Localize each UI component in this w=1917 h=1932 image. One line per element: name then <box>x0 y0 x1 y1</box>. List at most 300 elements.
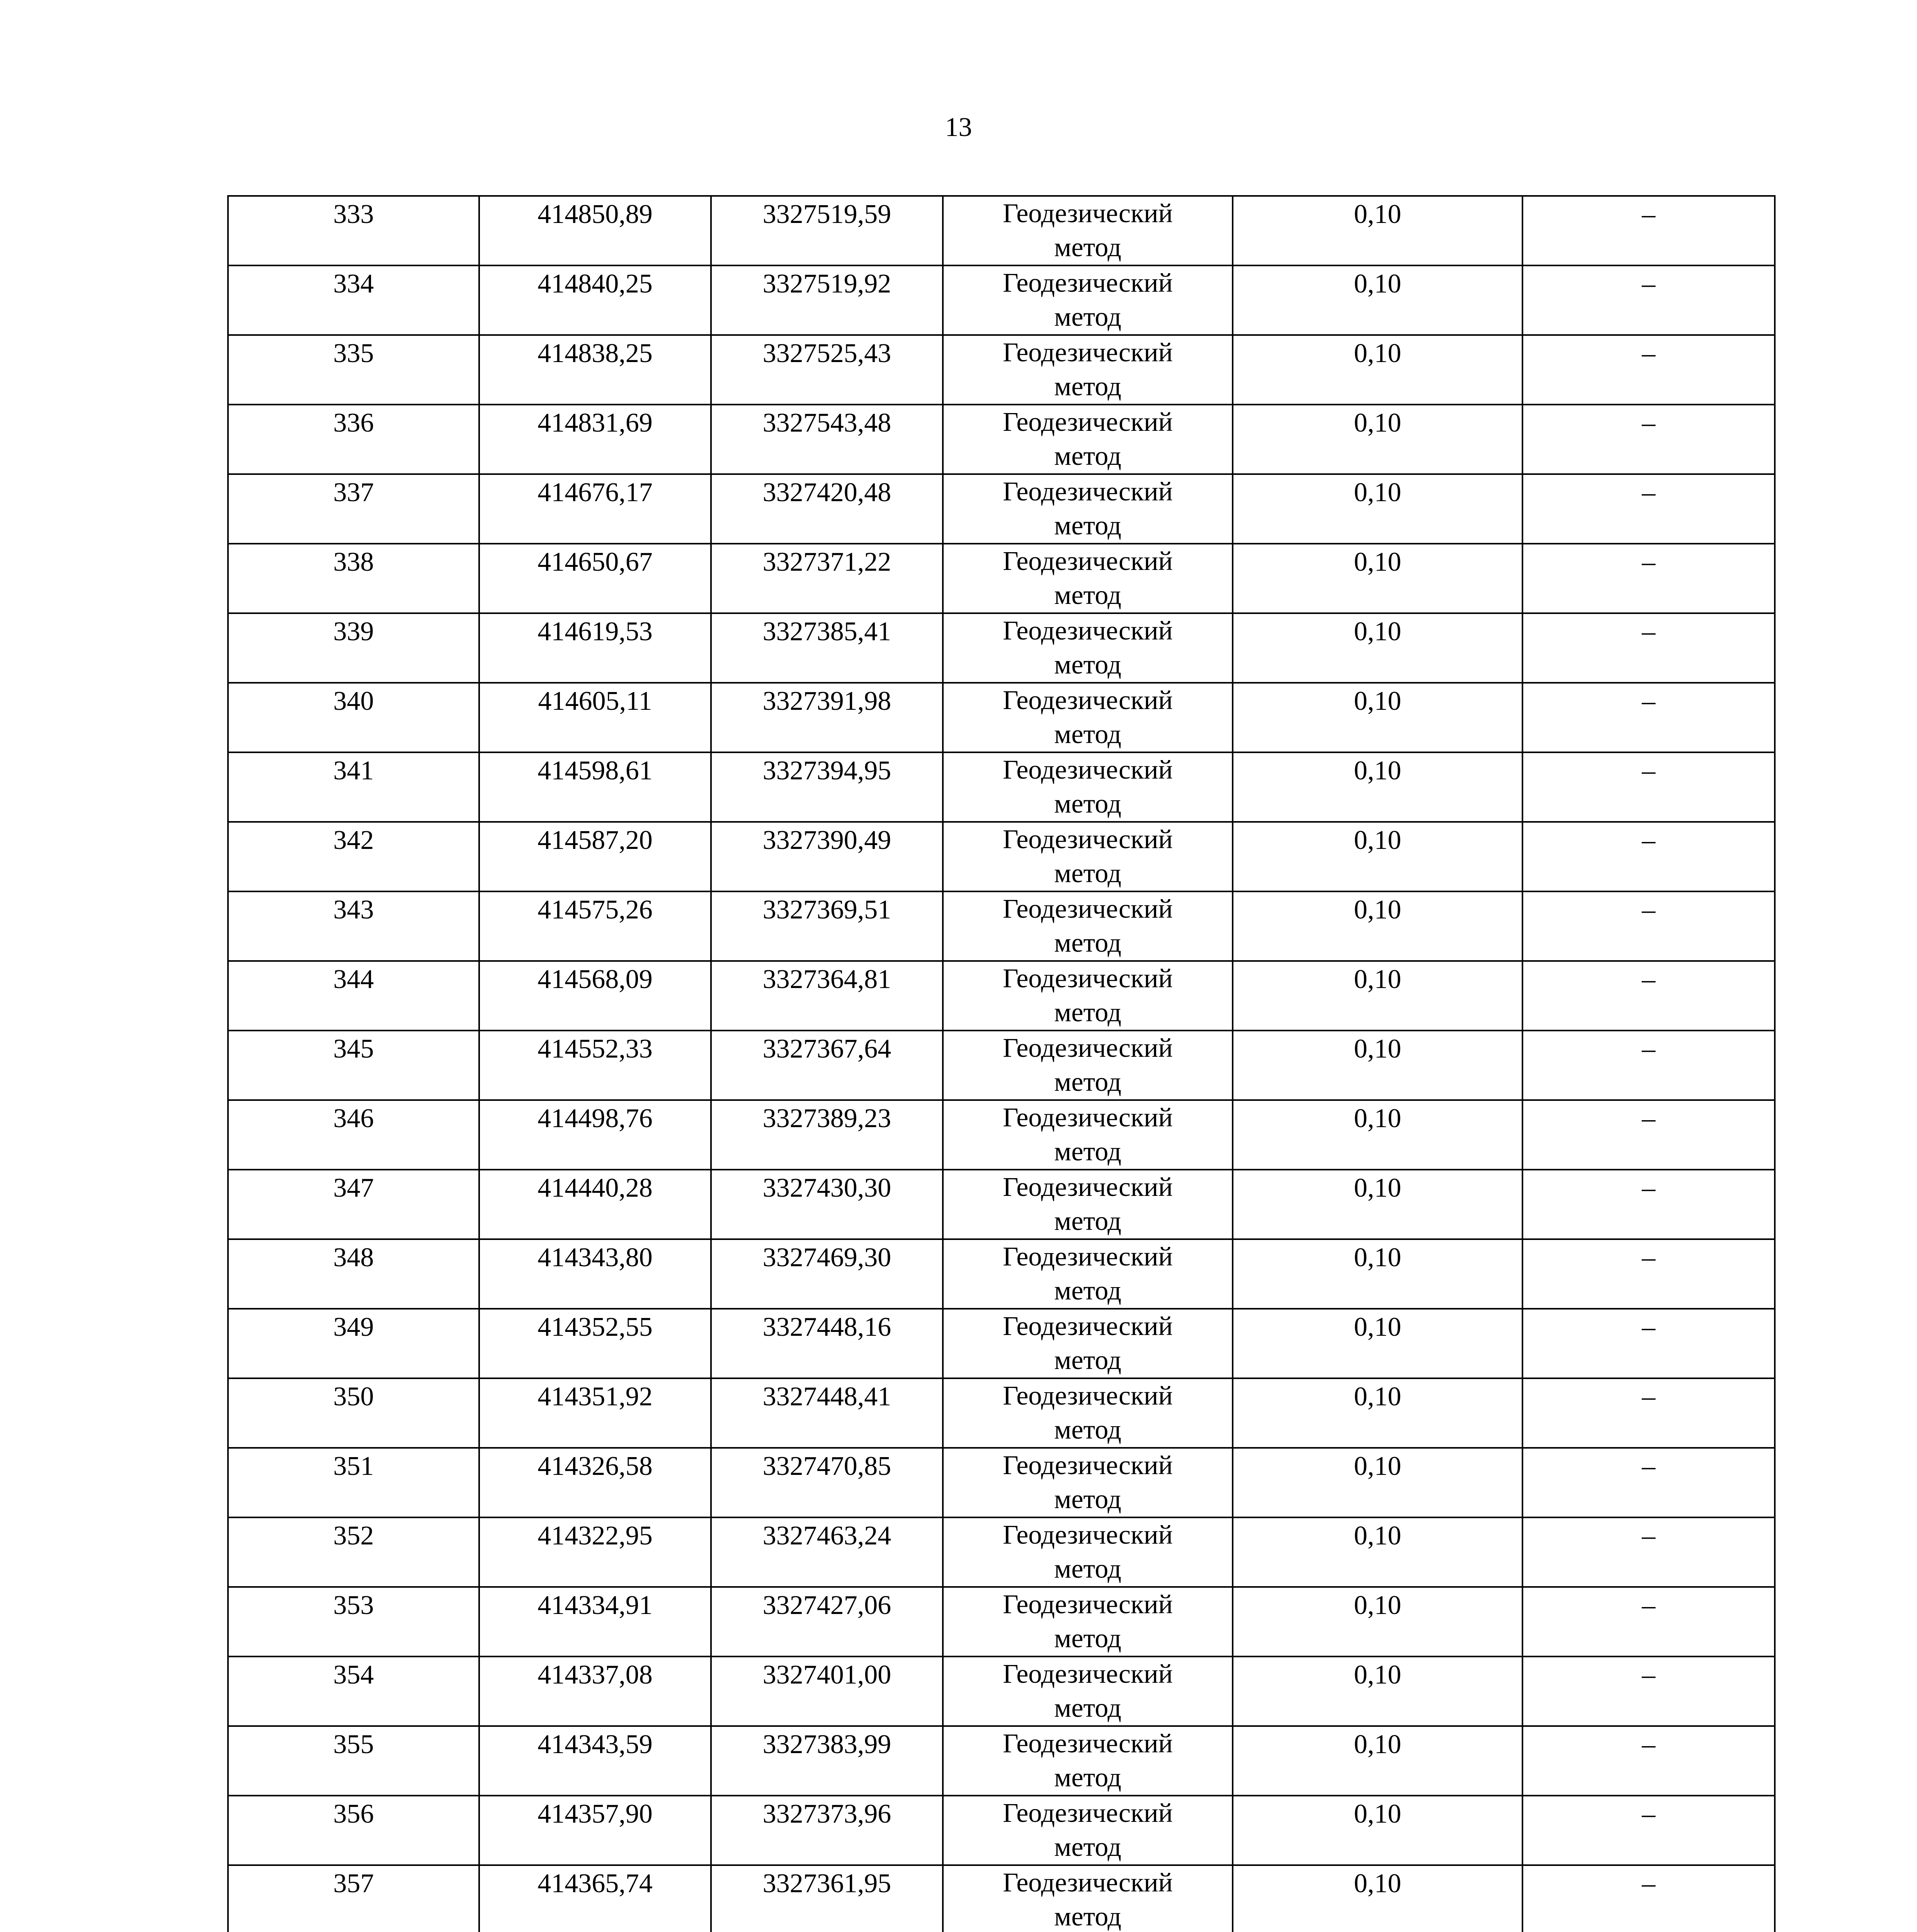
table-row <box>228 474 1775 544</box>
y-coordinate-cell <box>711 544 943 613</box>
accuracy-cell-text: 0,10 <box>1354 756 1402 786</box>
method-line-2: метод <box>1054 789 1121 819</box>
description-cell <box>1522 822 1775 891</box>
accuracy-cell-text: 0,10 <box>1354 1869 1402 1898</box>
y-coordinate-cell-text: 3327525,43 <box>762 338 891 368</box>
y-coordinate-cell-text: 3327369,51 <box>762 895 891 925</box>
method-cell <box>943 1239 1233 1309</box>
point-number-cell <box>228 683 479 752</box>
method-line-2: метод <box>1054 580 1121 610</box>
point-number-cell-text: 351 <box>333 1451 374 1481</box>
point-number-cell-text: 337 <box>333 478 374 507</box>
point-number-cell-text: 341 <box>333 756 374 786</box>
point-number-cell-text: 339 <box>333 617 374 646</box>
accuracy-cell <box>1233 1378 1522 1448</box>
method-line-2: метод <box>1054 1763 1121 1793</box>
y-coordinate-cell-text: 3327373,96 <box>762 1799 891 1829</box>
table-row <box>228 1378 1775 1448</box>
point-number-cell-text: 338 <box>333 547 374 577</box>
table-row <box>228 752 1775 822</box>
x-coordinate-cell <box>479 1448 711 1517</box>
point-number-cell <box>228 822 479 891</box>
x-coordinate-cell <box>479 335 711 405</box>
point-number-cell <box>228 1031 479 1100</box>
method-line-2: метод <box>1054 1345 1121 1375</box>
method-cell <box>943 1656 1233 1726</box>
table-row <box>228 335 1775 405</box>
x-coordinate-cell <box>479 752 711 822</box>
y-coordinate-cell-text: 3327385,41 <box>762 617 891 646</box>
x-coordinate-cell-text: 414357,90 <box>538 1799 653 1829</box>
point-number-cell <box>228 1239 479 1309</box>
point-number-cell <box>228 474 479 544</box>
point-number-cell-text: 345 <box>333 1034 374 1064</box>
point-number-cell-text: 334 <box>333 269 374 299</box>
description-cell-text: – <box>1642 1451 1655 1481</box>
accuracy-cell <box>1233 1865 1522 1932</box>
accuracy-cell <box>1233 822 1522 891</box>
x-coordinate-cell-text: 414838,25 <box>538 338 653 368</box>
description-cell-text: – <box>1642 1730 1655 1759</box>
description-cell <box>1522 891 1775 961</box>
y-coordinate-cell-text: 3327364,81 <box>762 964 891 994</box>
x-coordinate-cell-text: 414334,91 <box>538 1590 653 1620</box>
description-cell-text: – <box>1642 1312 1655 1342</box>
method-cell <box>943 1587 1233 1656</box>
method-line-1: Геодезический <box>1003 1798 1173 1828</box>
method-line-1: Геодезический <box>1003 1868 1173 1898</box>
point-number-cell <box>228 1170 479 1239</box>
point-number-cell-text: 349 <box>333 1312 374 1342</box>
table-row <box>228 1726 1775 1796</box>
accuracy-cell-text: 0,10 <box>1354 408 1402 438</box>
method-line-1: Геодезический <box>1003 199 1173 228</box>
point-number-cell-text: 350 <box>333 1382 374 1412</box>
accuracy-cell <box>1233 1100 1522 1170</box>
accuracy-cell <box>1233 335 1522 405</box>
x-coordinate-cell <box>479 1587 711 1656</box>
y-coordinate-cell <box>711 1865 943 1932</box>
method-line-2: метод <box>1054 1137 1121 1167</box>
description-cell <box>1522 1517 1775 1587</box>
accuracy-cell <box>1233 1170 1522 1239</box>
accuracy-cell-text: 0,10 <box>1354 1173 1402 1203</box>
x-coordinate-cell <box>479 1309 711 1378</box>
accuracy-cell-text: 0,10 <box>1354 1590 1402 1620</box>
y-coordinate-cell <box>711 405 943 474</box>
description-cell-text: – <box>1642 1660 1655 1690</box>
y-coordinate-cell <box>711 1656 943 1726</box>
accuracy-cell-text: 0,10 <box>1354 1521 1402 1551</box>
point-number-cell-text: 355 <box>333 1730 374 1759</box>
method-line-2: метод <box>1054 1902 1121 1932</box>
method-line-1: Геодезический <box>1003 1590 1173 1619</box>
table-row <box>228 405 1775 474</box>
x-coordinate-cell <box>479 196 711 265</box>
description-cell <box>1522 196 1775 265</box>
description-cell-text: – <box>1642 1104 1655 1133</box>
page-number: 13 <box>945 112 972 142</box>
method-line-1: Геодезический <box>1003 407 1173 437</box>
x-coordinate-cell <box>479 1517 711 1587</box>
method-line-2: метод <box>1054 372 1121 401</box>
method-cell <box>943 613 1233 683</box>
description-cell <box>1522 405 1775 474</box>
y-coordinate-cell-text: 3327469,30 <box>762 1243 891 1272</box>
point-number-cell <box>228 752 479 822</box>
method-line-1: Геодезический <box>1003 894 1173 924</box>
accuracy-cell <box>1233 1239 1522 1309</box>
y-coordinate-cell <box>711 265 943 335</box>
x-coordinate-cell-text: 414552,33 <box>538 1034 653 1064</box>
method-line-1: Геодезический <box>1003 755 1173 785</box>
x-coordinate-cell <box>479 544 711 613</box>
description-cell <box>1522 1170 1775 1239</box>
y-coordinate-cell-text: 3327420,48 <box>762 478 891 507</box>
x-coordinate-cell-text: 414840,25 <box>538 269 653 299</box>
coordinates-table <box>227 195 1776 1932</box>
method-line-2: метод <box>1054 302 1121 332</box>
point-number-cell <box>228 1796 479 1865</box>
x-coordinate-cell-text: 414831,69 <box>538 408 653 438</box>
y-coordinate-cell-text: 3327391,98 <box>762 686 891 716</box>
description-cell <box>1522 683 1775 752</box>
point-number-cell <box>228 961 479 1031</box>
table-row <box>228 1239 1775 1309</box>
description-cell-text: – <box>1642 686 1655 716</box>
y-coordinate-cell <box>711 1031 943 1100</box>
y-coordinate-cell <box>711 1517 943 1587</box>
x-coordinate-cell-text: 414326,58 <box>538 1451 653 1481</box>
x-coordinate-cell <box>479 891 711 961</box>
x-coordinate-cell-text: 414676,17 <box>538 478 653 507</box>
point-number-cell-text: 336 <box>333 408 374 438</box>
table-row <box>228 1517 1775 1587</box>
accuracy-cell-text: 0,10 <box>1354 1451 1402 1481</box>
x-coordinate-cell <box>479 683 711 752</box>
method-line-1: Геодезический <box>1003 338 1173 367</box>
point-number-cell-text: 352 <box>333 1521 374 1551</box>
x-coordinate-cell-text: 414568,09 <box>538 964 653 994</box>
point-number-cell <box>228 613 479 683</box>
x-coordinate-cell-text: 414440,28 <box>538 1173 653 1203</box>
coordinates-table-body <box>228 196 1775 1932</box>
y-coordinate-cell-text: 3327401,00 <box>762 1660 891 1690</box>
accuracy-cell-text: 0,10 <box>1354 1730 1402 1759</box>
accuracy-cell-text: 0,10 <box>1354 547 1402 577</box>
point-number-cell <box>228 405 479 474</box>
accuracy-cell <box>1233 405 1522 474</box>
accuracy-cell <box>1233 1309 1522 1378</box>
accuracy-cell <box>1233 1031 1522 1100</box>
description-cell-text: – <box>1642 338 1655 368</box>
description-cell-text: – <box>1642 478 1655 507</box>
point-number-cell <box>228 265 479 335</box>
method-cell <box>943 1378 1233 1448</box>
y-coordinate-cell-text: 3327519,59 <box>762 199 891 229</box>
table-row <box>228 196 1775 265</box>
point-number-cell-text: 344 <box>333 964 374 994</box>
method-line-1: Геодезический <box>1003 825 1173 854</box>
point-number-cell-text: 354 <box>333 1660 374 1690</box>
description-cell <box>1522 1656 1775 1726</box>
method-line-2: метод <box>1054 1415 1121 1445</box>
method-line-2: метод <box>1054 1206 1121 1236</box>
point-number-cell <box>228 1378 479 1448</box>
x-coordinate-cell <box>479 613 711 683</box>
description-cell <box>1522 961 1775 1031</box>
description-cell-text: – <box>1642 895 1655 925</box>
description-cell-text: – <box>1642 1173 1655 1203</box>
description-cell-text: – <box>1642 408 1655 438</box>
y-coordinate-cell <box>711 752 943 822</box>
x-coordinate-cell-text: 414598,61 <box>538 756 653 786</box>
x-coordinate-cell-text: 414850,89 <box>538 199 653 229</box>
y-coordinate-cell-text: 3327361,95 <box>762 1869 891 1898</box>
y-coordinate-cell-text: 3327430,30 <box>762 1173 891 1203</box>
method-line-2: метод <box>1054 441 1121 471</box>
method-cell <box>943 335 1233 405</box>
x-coordinate-cell <box>479 961 711 1031</box>
method-cell <box>943 1170 1233 1239</box>
y-coordinate-cell <box>711 1309 943 1378</box>
table-row <box>228 683 1775 752</box>
description-cell-text: – <box>1642 756 1655 786</box>
x-coordinate-cell-text: 414575,26 <box>538 895 653 925</box>
accuracy-cell-text: 0,10 <box>1354 1799 1402 1829</box>
description-cell <box>1522 335 1775 405</box>
y-coordinate-cell <box>711 1587 943 1656</box>
method-cell <box>943 1865 1233 1932</box>
method-cell <box>943 1309 1233 1378</box>
description-cell-text: – <box>1642 617 1655 646</box>
x-coordinate-cell <box>479 1170 711 1239</box>
x-coordinate-cell <box>479 822 711 891</box>
x-coordinate-cell <box>479 265 711 335</box>
method-line-1: Геодезический <box>1003 1520 1173 1550</box>
description-cell-text: – <box>1642 199 1655 229</box>
accuracy-cell <box>1233 752 1522 822</box>
method-cell <box>943 961 1233 1031</box>
y-coordinate-cell-text: 3327367,64 <box>762 1034 891 1064</box>
description-cell <box>1522 1726 1775 1796</box>
method-line-2: метод <box>1054 511 1121 541</box>
y-coordinate-cell <box>711 335 943 405</box>
accuracy-cell <box>1233 891 1522 961</box>
accuracy-cell-text: 0,10 <box>1354 269 1402 299</box>
description-cell <box>1522 752 1775 822</box>
accuracy-cell <box>1233 1796 1522 1865</box>
description-cell-text: – <box>1642 1590 1655 1620</box>
method-line-1: Геодезический <box>1003 964 1173 993</box>
y-coordinate-cell <box>711 474 943 544</box>
method-line-1: Геодезический <box>1003 1242 1173 1272</box>
method-line-2: метод <box>1054 1832 1121 1862</box>
table-row <box>228 1031 1775 1100</box>
point-number-cell-text: 357 <box>333 1869 374 1898</box>
y-coordinate-cell-text: 3327389,23 <box>762 1104 891 1133</box>
point-number-cell-text: 356 <box>333 1799 374 1829</box>
y-coordinate-cell-text: 3327463,24 <box>762 1521 891 1551</box>
method-line-1: Геодезический <box>1003 685 1173 715</box>
accuracy-cell-text: 0,10 <box>1354 1382 1402 1412</box>
point-number-cell <box>228 1656 479 1726</box>
method-line-2: метод <box>1054 719 1121 749</box>
description-cell-text: – <box>1642 1521 1655 1551</box>
point-number-cell-text: 347 <box>333 1173 374 1203</box>
table-row <box>228 1656 1775 1726</box>
description-cell-text: – <box>1642 825 1655 855</box>
point-number-cell-text: 340 <box>333 686 374 716</box>
y-coordinate-cell <box>711 1448 943 1517</box>
description-cell-text: – <box>1642 269 1655 299</box>
method-line-1: Геодезический <box>1003 1103 1173 1133</box>
method-cell <box>943 683 1233 752</box>
accuracy-cell <box>1233 474 1522 544</box>
method-line-2: метод <box>1054 233 1121 262</box>
point-number-cell <box>228 1309 479 1378</box>
y-coordinate-cell <box>711 1170 943 1239</box>
y-coordinate-cell <box>711 822 943 891</box>
x-coordinate-cell-text: 414605,11 <box>538 686 652 716</box>
method-line-2: метод <box>1054 1624 1121 1653</box>
method-line-1: Геодезический <box>1003 616 1173 646</box>
x-coordinate-cell <box>479 474 711 544</box>
method-cell <box>943 891 1233 961</box>
description-cell-text: – <box>1642 1799 1655 1829</box>
table-row <box>228 1170 1775 1239</box>
point-number-cell <box>228 1587 479 1656</box>
method-line-1: Геодезический <box>1003 1659 1173 1689</box>
y-coordinate-cell <box>711 1100 943 1170</box>
method-cell <box>943 1517 1233 1587</box>
description-cell-text: – <box>1642 547 1655 577</box>
method-cell <box>943 1448 1233 1517</box>
accuracy-cell <box>1233 196 1522 265</box>
y-coordinate-cell-text: 3327448,41 <box>762 1382 891 1412</box>
y-coordinate-cell-text: 3327427,06 <box>762 1590 891 1620</box>
point-number-cell-text: 333 <box>333 199 374 229</box>
point-number-cell-text: 343 <box>333 895 374 925</box>
description-cell-text: – <box>1642 964 1655 994</box>
table-row <box>228 1796 1775 1865</box>
x-coordinate-cell-text: 414498,76 <box>538 1104 653 1133</box>
y-coordinate-cell <box>711 196 943 265</box>
method-line-2: метод <box>1054 1276 1121 1306</box>
method-line-1: Геодезический <box>1003 1729 1173 1759</box>
method-cell <box>943 474 1233 544</box>
table-row <box>228 1448 1775 1517</box>
x-coordinate-cell-text: 414351,92 <box>538 1382 653 1412</box>
y-coordinate-cell <box>711 1378 943 1448</box>
y-coordinate-cell <box>711 1796 943 1865</box>
table-row <box>228 1309 1775 1378</box>
x-coordinate-cell <box>479 1378 711 1448</box>
table-row <box>228 1587 1775 1656</box>
description-cell-text: – <box>1642 1382 1655 1412</box>
y-coordinate-cell <box>711 891 943 961</box>
accuracy-cell <box>1233 1517 1522 1587</box>
description-cell-text: – <box>1642 1243 1655 1272</box>
table-row <box>228 891 1775 961</box>
x-coordinate-cell <box>479 1031 711 1100</box>
point-number-cell <box>228 196 479 265</box>
accuracy-cell <box>1233 1587 1522 1656</box>
x-coordinate-cell <box>479 1656 711 1726</box>
description-cell <box>1522 1796 1775 1865</box>
accuracy-cell-text: 0,10 <box>1354 1660 1402 1690</box>
accuracy-cell-text: 0,10 <box>1354 1312 1402 1342</box>
x-coordinate-cell <box>479 1865 711 1932</box>
point-number-cell-text: 346 <box>333 1104 374 1133</box>
accuracy-cell-text: 0,10 <box>1354 825 1402 855</box>
method-line-2: метод <box>1054 1554 1121 1584</box>
point-number-cell-text: 335 <box>333 338 374 368</box>
method-cell <box>943 544 1233 613</box>
description-cell <box>1522 1309 1775 1378</box>
y-coordinate-cell-text: 3327543,48 <box>762 408 891 438</box>
accuracy-cell-text: 0,10 <box>1354 895 1402 925</box>
description-cell <box>1522 1448 1775 1517</box>
y-coordinate-cell-text: 3327448,16 <box>762 1312 891 1342</box>
description-cell <box>1522 1239 1775 1309</box>
table-row <box>228 822 1775 891</box>
method-cell <box>943 752 1233 822</box>
x-coordinate-cell-text: 414322,95 <box>538 1521 653 1551</box>
method-line-2: метод <box>1054 998 1121 1027</box>
accuracy-cell <box>1233 265 1522 335</box>
method-line-1: Геодезический <box>1003 268 1173 298</box>
method-line-2: метод <box>1054 650 1121 680</box>
method-cell <box>943 1796 1233 1865</box>
description-cell <box>1522 1587 1775 1656</box>
y-coordinate-cell-text: 3327371,22 <box>762 547 891 577</box>
y-coordinate-cell <box>711 961 943 1031</box>
point-number-cell-text: 348 <box>333 1243 374 1272</box>
accuracy-cell-text: 0,10 <box>1354 1243 1402 1272</box>
method-line-2: метод <box>1054 1067 1121 1097</box>
method-cell <box>943 196 1233 265</box>
description-cell <box>1522 1378 1775 1448</box>
x-coordinate-cell <box>479 1100 711 1170</box>
point-number-cell <box>228 891 479 961</box>
description-cell <box>1522 1031 1775 1100</box>
point-number-cell <box>228 1100 479 1170</box>
method-cell <box>943 1031 1233 1100</box>
accuracy-cell-text: 0,10 <box>1354 617 1402 646</box>
description-cell-text: – <box>1642 1869 1655 1898</box>
method-cell <box>943 265 1233 335</box>
x-coordinate-cell-text: 414337,08 <box>538 1660 653 1690</box>
accuracy-cell-text: 0,10 <box>1354 478 1402 507</box>
x-coordinate-cell-text: 414619,53 <box>538 617 653 646</box>
method-cell <box>943 1726 1233 1796</box>
x-coordinate-cell-text: 414352,55 <box>538 1312 653 1342</box>
table-row <box>228 1865 1775 1932</box>
accuracy-cell-text: 0,10 <box>1354 199 1402 229</box>
description-cell-text: – <box>1642 1034 1655 1064</box>
method-line-1: Геодезический <box>1003 1311 1173 1341</box>
y-coordinate-cell <box>711 683 943 752</box>
table-row <box>228 544 1775 613</box>
y-coordinate-cell-text: 3327383,99 <box>762 1730 891 1759</box>
x-coordinate-cell <box>479 1796 711 1865</box>
accuracy-cell <box>1233 1656 1522 1726</box>
table-row <box>228 961 1775 1031</box>
accuracy-cell-text: 0,10 <box>1354 964 1402 994</box>
point-number-cell <box>228 335 479 405</box>
table-row <box>228 613 1775 683</box>
